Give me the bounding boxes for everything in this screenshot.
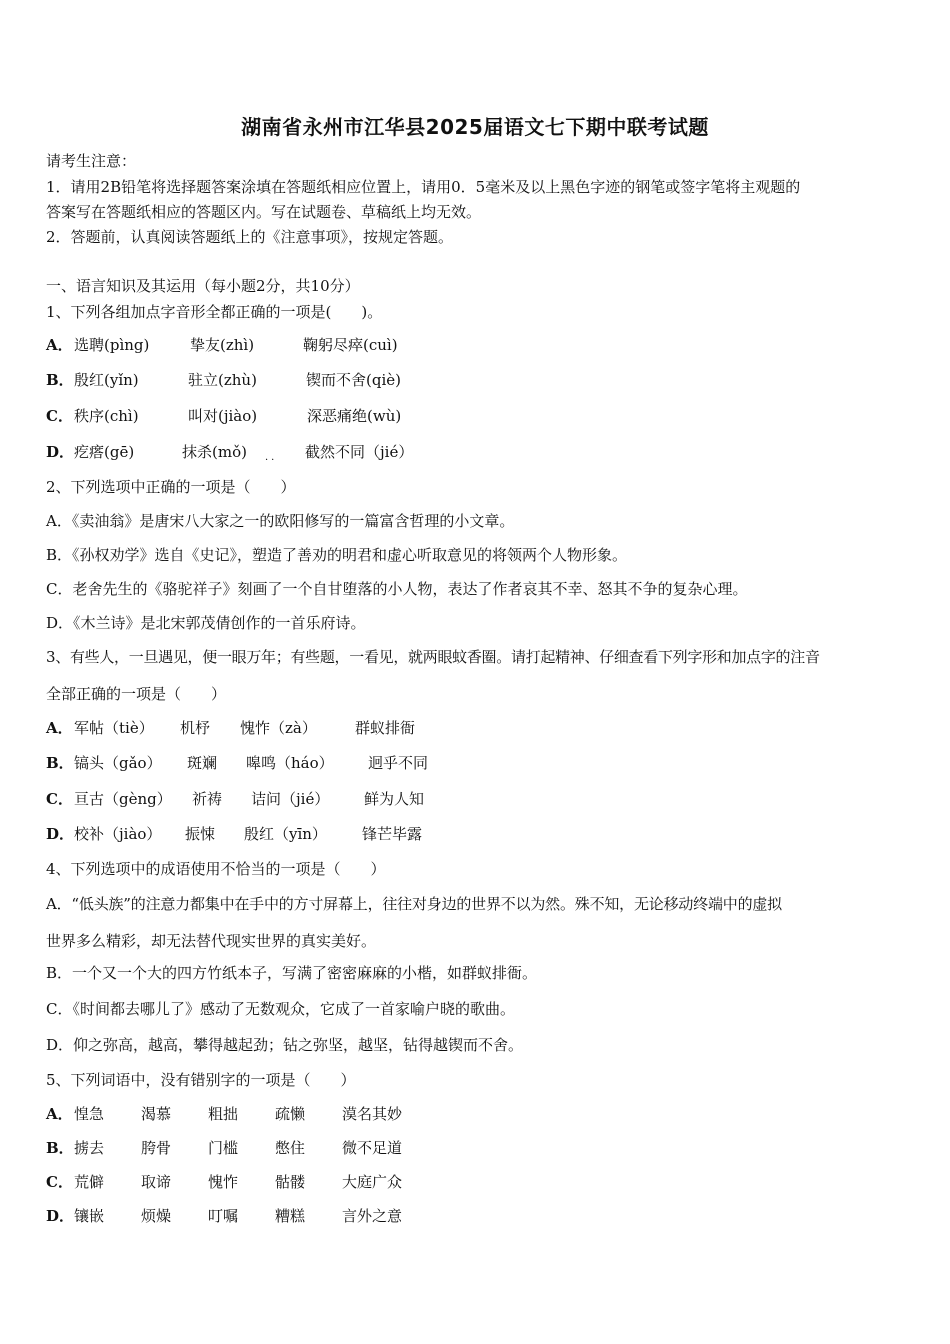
- q1-option-b-word3: 锲而不舍(qiè): [306, 371, 401, 389]
- q3-stem-line-1: 3、有些人，一旦遇见，便一眼万年；有些题，一看见，就两眼蚊香圈。请打起精神、仔细查看下列字形和加点字的注音: [46, 648, 820, 666]
- q5-option-c-word: 骷髅: [275, 1173, 306, 1191]
- q3-option-b-word4: 迥乎不同: [368, 754, 429, 772]
- q3-option-d-label: D．: [46, 825, 75, 843]
- q5-option-c-word: 取谛: [141, 1173, 172, 1191]
- q3-option-a-word3: 愧怍（zà）: [240, 719, 317, 737]
- q3-option-b-word1: 镐头（gǎo）: [74, 754, 162, 772]
- q5-option-d-word: 糟糕: [275, 1207, 306, 1225]
- section-heading: 一、语言知识及其运用（每小题2分，共10分）: [46, 277, 360, 295]
- q3-stem-line-2: 全部正确的一项是（ ）: [46, 685, 227, 703]
- q2-option-d: D．《木兰诗》是北宋郭茂倩创作的一首乐府诗。: [46, 614, 366, 632]
- q5-option-c-word: 荒僻: [74, 1173, 105, 1191]
- q1-option-d-word3: 截然不同（jié）: [305, 443, 414, 461]
- q3-option-d-word4: 锋芒毕露: [362, 825, 423, 843]
- q3-option-d-word3: 殷红（yīn）: [244, 825, 327, 843]
- q1-option-d-word1: 疙瘩(gē): [74, 443, 135, 461]
- q3-option-a-word1: 军帖（tiè）: [74, 719, 154, 737]
- q3-option-b-word3: 嗥鸣（háo）: [246, 754, 334, 772]
- notice-line-2: 2．答题前，认真阅读答题纸上的《注意事项》，按规定答题。: [46, 228, 454, 246]
- q5-option-b-word: 掳去: [74, 1139, 105, 1157]
- q3-option-b-word2: 斑斓: [187, 754, 218, 772]
- q5-stem: 5、下列词语中，没有错别字的一项是（ ）: [46, 1071, 356, 1089]
- emphasis-dots: ··: [265, 455, 278, 466]
- q2-stem: 2、下列选项中正确的一项是（ ）: [46, 478, 296, 496]
- q5-option-a-word: 漠名其妙: [342, 1105, 403, 1123]
- q3-option-c-word3: 诘问（jié）: [251, 790, 330, 808]
- q5-option-d-word: 烦燥: [141, 1207, 172, 1225]
- q1-option-a-word1: 选聘(pìng): [74, 336, 150, 354]
- q1-option-a-word2: 挚友(zhì): [190, 336, 255, 354]
- q1-option-b-word2: 驻立(zhù): [188, 371, 257, 389]
- q5-option-c-word: 大庭广众: [342, 1173, 403, 1191]
- q5-option-b-word: 微不足道: [342, 1139, 403, 1157]
- notice-heading: 请考生注意：: [46, 152, 137, 170]
- q3-option-c-word4: 鲜为人知: [364, 790, 425, 808]
- q5-option-b-label: B．: [46, 1139, 74, 1157]
- q3-option-b-label: B．: [46, 754, 74, 772]
- q5-option-a-word: 渴慕: [141, 1105, 172, 1123]
- q3-option-a-word4: 群蚁排衙: [355, 719, 416, 737]
- q3-option-c-word1: 亘古（gèng）: [74, 790, 172, 808]
- q1-option-a-label: A．: [46, 336, 73, 354]
- q5-option-a-word: 粗拙: [208, 1105, 239, 1123]
- q1-option-d-label: D．: [46, 443, 75, 461]
- q1-option-c-word3: 深恶痛绝(wù): [307, 407, 402, 425]
- q3-option-c-word2: 祈祷: [192, 790, 223, 808]
- q4-option-d: D．仰之弥高，越高，攀得越起劲；钻之弥坚，越坚，钻得越锲而不舍。: [46, 1036, 524, 1054]
- q5-option-d-label: D．: [46, 1207, 75, 1225]
- q5-option-c-label: C．: [46, 1173, 73, 1191]
- q3-option-d-word1: 校补（jiào）: [74, 825, 162, 843]
- q1-option-b-label: B．: [46, 371, 74, 389]
- q1-option-b-word1: 殷红(yǐn): [74, 371, 139, 389]
- page-title: 湖南省永州市江华县2025届语文七下期中联考试题: [241, 115, 709, 139]
- q5-option-d-word: 言外之意: [342, 1207, 403, 1225]
- q2-option-a: A．《卖油翁》是唐宋八大家之一的欧阳修写的一篇富含哲理的小文章。: [46, 512, 515, 530]
- q1-stem: 1、下列各组加点字音形全都正确的一项是( )。: [46, 303, 383, 321]
- q3-option-a-word2: 机杼: [180, 719, 211, 737]
- q5-option-a-word: 惶急: [74, 1105, 105, 1123]
- q5-option-b-word: 憋住: [275, 1139, 306, 1157]
- q2-option-c: C．老舍先生的《骆驼祥子》刻画了一个自甘堕落的小人物，表达了作者哀其不幸、怒其不争的复杂心理。: [46, 580, 748, 598]
- q4-option-a-line-1: A．“低头族”的注意力都集中在手中的方寸屏幕上，往往对身边的世界不以为然。殊不知，无论移动终端中的虚拟: [46, 895, 782, 913]
- q4-stem: 4、下列选项中的成语使用不恰当的一项是（ ）: [46, 860, 386, 878]
- q1-option-a-word3: 鞠躬尽瘁(cuì): [303, 336, 398, 354]
- q5-option-a-label: A．: [46, 1105, 73, 1123]
- q5-option-d-word: 镶嵌: [74, 1207, 105, 1225]
- notice-line-1b: 答案写在答题纸相应的答题区内。写在试题卷、草稿纸上均无效。: [46, 203, 482, 221]
- q5-option-b-word: 门槛: [208, 1139, 239, 1157]
- q4-option-a-line-2: 世界多么精彩，却无法替代现实世界的真实美好。: [46, 932, 377, 950]
- q1-option-c-label: C．: [46, 407, 73, 425]
- q3-option-a-label: A．: [46, 719, 73, 737]
- q4-option-c: C．《时间都去哪儿了》感动了无数观众，它成了一首家喻户晓的歌曲。: [46, 1000, 515, 1018]
- q5-option-c-word: 愧怍: [208, 1173, 239, 1191]
- q3-option-d-word2: 振悚: [185, 825, 216, 843]
- q1-option-c-word1: 秩序(chì): [74, 407, 139, 425]
- notice-line-1a: 1．请用2B铅笔将选择题答案涂填在答题纸相应位置上，请用0．5毫米及以上黑色字迹的钢笔或签字笔将主观题的: [46, 178, 801, 196]
- q5-option-d-word: 叮嘱: [208, 1207, 239, 1225]
- q3-option-c-label: C．: [46, 790, 73, 808]
- q1-option-c-word2: 叫对(jiào): [188, 407, 258, 425]
- q5-option-a-word: 疏懒: [275, 1105, 306, 1123]
- q4-option-b: B．一个又一个大的四方竹纸本子，写满了密密麻麻的小楷，如群蚁排衙。: [46, 964, 538, 982]
- q5-option-b-word: 胯骨: [141, 1139, 172, 1157]
- q1-option-d-word2: 抹杀(mǒ): [182, 443, 247, 461]
- q2-option-b: B．《孙权劝学》选自《史记》，塑造了善劝的明君和虚心听取意见的将领两个人物形象。: [46, 546, 628, 564]
